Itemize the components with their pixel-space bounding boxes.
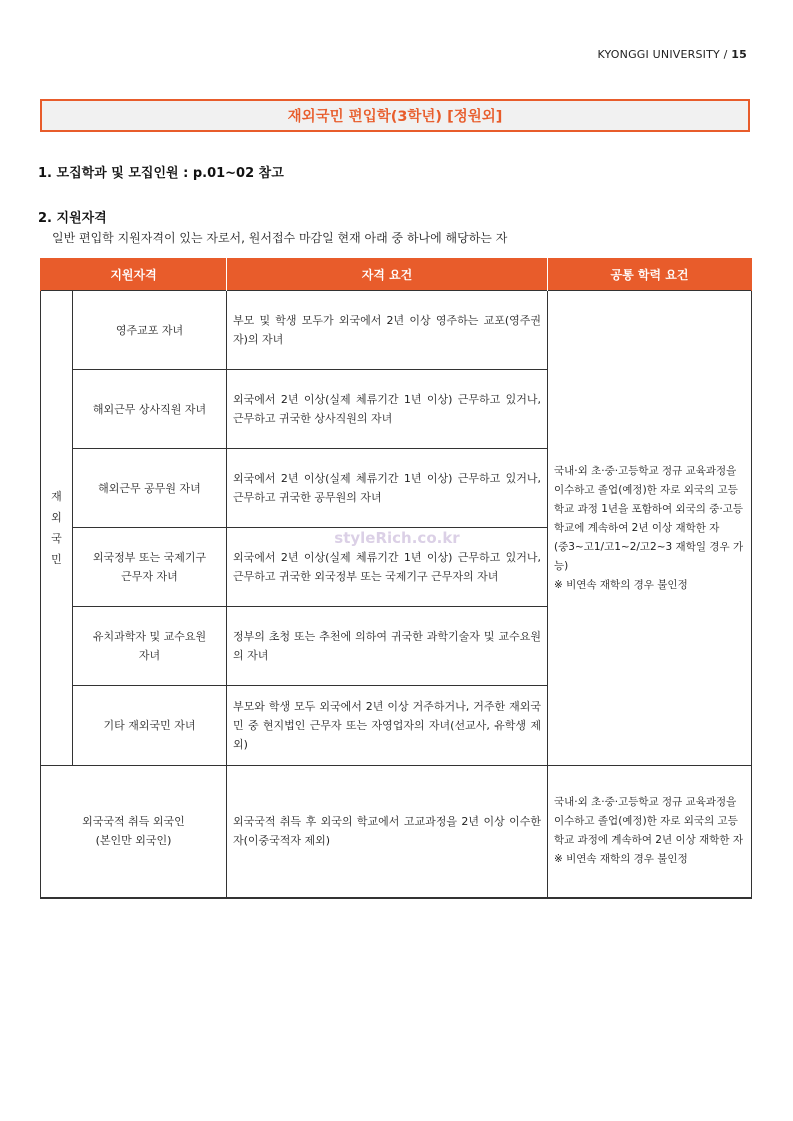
header-separator: / (723, 48, 728, 61)
section-2-heading: 2. 지원자격 (38, 211, 107, 226)
page-header (597, 48, 747, 61)
section-2-description: 일반 편입학 지원자격이 있는 자로서, 원서접수 마감일 현재 아래 중 하나에 해당하는 자 (52, 231, 508, 245)
row-requirement: 부모 및 학생 모두가 외국에서 2년 이상 영주하는 교포(영주권자)의 자녀 (227, 291, 548, 370)
common-requirement-overseas: 국내·외 초·중·고등학교 정규 교육과정을 이수하고 졸업(예정)한 자로 외국의 고등학교 과정 1년을 포함하여 외국의 중·고등학교에 계속하여 2년 이상 재학한 자 (중3~고1/고1~2/고2~3 재학일 경우 가능) ※ 비연속 재학의 경우 불인정 (548, 291, 752, 766)
header-requirement: 자격 요건 (227, 258, 548, 291)
row-category: 영주교포 자녀 (73, 291, 227, 370)
row-category: 유치과학자 및 교수요원 자녀 (73, 607, 227, 686)
common-requirement-foreign: 국내·외 초·중·고등학교 정규 교육과정을 이수하고 졸업(예정)한 자로 외국의 고등학교 과정에 계속하여 2년 이상 재학한 자 ※ 비연속 재학의 경우 불인정 (548, 766, 752, 898)
row-requirement: 정부의 초청 또는 추천에 의하여 귀국한 과학기술자 및 교수요원의 자녀 (227, 607, 548, 686)
university-name: KYONGGI UNIVERSITY (597, 48, 720, 61)
row-category-foreign: 외국국적 취득 외국인 (본인만 외국인) (41, 766, 227, 898)
header-common-requirement: 공통 학력 요건 (548, 258, 752, 291)
page-number: 15 (731, 48, 747, 61)
row-category: 해외근무 상사직원 자녀 (73, 370, 227, 449)
eligibility-table (40, 258, 752, 899)
page-title-box (40, 99, 750, 132)
group-label-overseas-koreans: 재 외 국 민 (41, 291, 73, 766)
row-requirement-foreign: 외국국적 취득 후 외국의 학교에서 고교과정을 2년 이상 이수한 자(이중국적자 제외) (227, 766, 548, 898)
row-requirement: 부모와 학생 모두 외국에서 2년 이상 거주하거나, 거주한 재외국민 중 현지법인 근무자 또는 자영업자의 자녀(선교사, 유학생 제외) (227, 686, 548, 766)
row-category: 해외근무 공무원 자녀 (73, 449, 227, 528)
watermark: styleRich.co.kr (334, 529, 460, 547)
row-requirement: 외국에서 2년 이상(실제 체류기간 1년 이상) 근무하고 있거나, 근무하고 귀국한 외국정부 또는 국제기구 근무자의 자녀 (227, 528, 548, 607)
page-title: 재외국민 편입학(3학년) [정원외] (287, 109, 503, 125)
row-requirement: 외국에서 2년 이상(실제 체류기간 1년 이상) 근무하고 있거나, 근무하고 귀국한 상사직원의 자녀 (227, 370, 548, 449)
row-category: 외국정부 또는 국제기구 근무자 자녀 (73, 528, 227, 607)
row-requirement: 외국에서 2년 이상(실제 체류기간 1년 이상) 근무하고 있거나, 근무하고 귀국한 공무원의 자녀 (227, 449, 548, 528)
table-row (41, 291, 752, 370)
section-1-heading: 1. 모집학과 및 모집인원 : p.01~02 참고 (38, 166, 284, 181)
row-category: 기타 재외국민 자녀 (73, 686, 227, 766)
table-row-foreign (41, 766, 752, 898)
header-eligibility: 지원자격 (41, 258, 227, 291)
table-header-row (41, 258, 752, 291)
